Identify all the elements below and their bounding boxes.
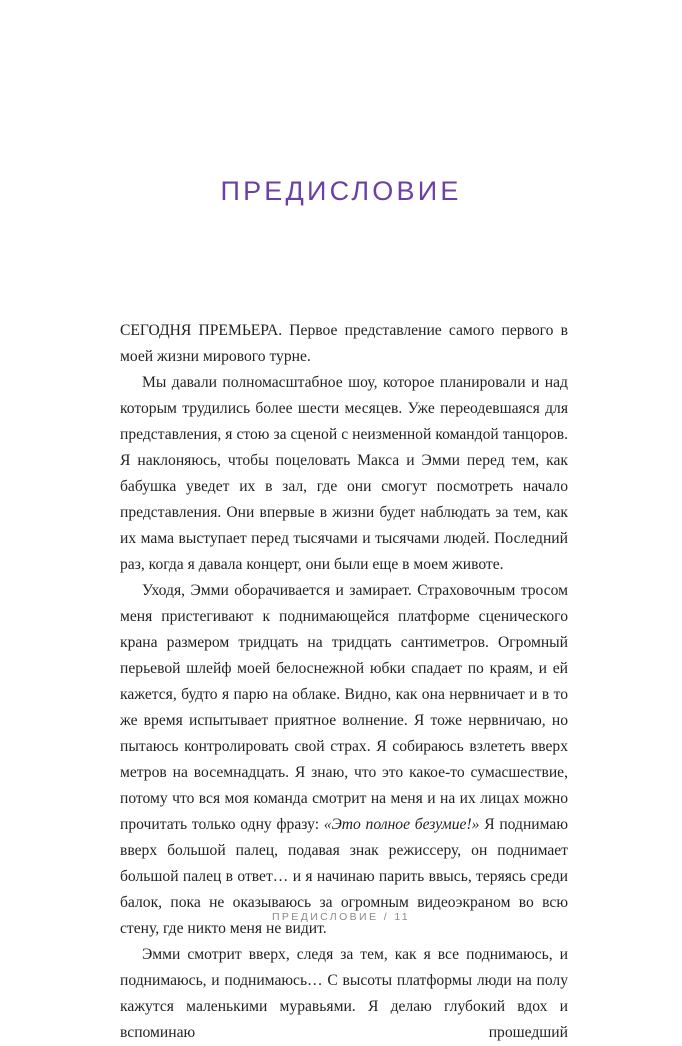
paragraph-3-text-after: Я поднимаю вверх большой палец, подавая знак режиссеру, он поднимает большой палец в ответ… и я начинаю парить ввысь, теряясь среди балок, пока не оказываюсь за огромным видеоэкраном во всю стену, где никто меня не видит.: [120, 816, 568, 937]
paragraph-3-italic-quote: «Это полное безумие!»: [323, 816, 480, 833]
paragraph-1-text: Первое представление самого первого в моей жизни мирового турне.: [120, 322, 568, 365]
paragraph-2: Мы давали полномасштабное шоу, которое планировали и над которым трудились более шести месяцев. Уже переодевшаяся для представления, я стою за сценой с неизменной командой танцоров. Я наклоняюсь, чтобы поцеловать Макса и Эмми перед тем, как бабушка уведет их в зал, где они смогут посмотреть начало представления. Они впервые в жизни будет наблюдать за тем, как их мама выступает перед тысячами и тысячами людей. Последний раз, когда я давала концерт, они были еще в моем животе.: [120, 374, 568, 573]
paragraph-4: Эмми смотрит вверх, следя за тем, как я все поднимаюсь, и поднимаюсь, и поднимаюсь… С высоты платформы люди на полу кажутся маленькими муравьями. Я делаю глубокий вдох и вспоминаю прошедший: [120, 946, 568, 1041]
body-text: [120, 318, 568, 1046]
paragraph-3-text-before: Уходя, Эмми оборачивается и замирает. Страховочным тросом меня пристегивают к поднимающейся платформе сценического крана размером тридцать на тридцать сантиметров. Огромный перьевой шлейф моей белоснежной юбки спадает по краям, и ей кажется, будто я парю на облаке. Видно, как она нервничает и в то же время испытывает приятное волнение. Я тоже нервничаю, но пытаюсь контролировать свой страх. Я собираюсь взлететь вверх метров на восемнадцать. Я знаю, что это какое-то сумасшествие, потому что вся моя команда смотрит на меня и на их лицах можно прочитать только одну фразу:: [120, 582, 568, 833]
paragraph-1: [120, 318, 568, 370]
chapter-title: ПРЕДИСЛОВИЕ: [220, 176, 462, 206]
paragraph-3: [120, 578, 568, 942]
running-footer: ПРЕДИСЛОВИЕ / 11: [271, 911, 411, 923]
paragraph-lead-in: СЕГОДНЯ ПРЕМЬЕРА.: [120, 322, 283, 339]
